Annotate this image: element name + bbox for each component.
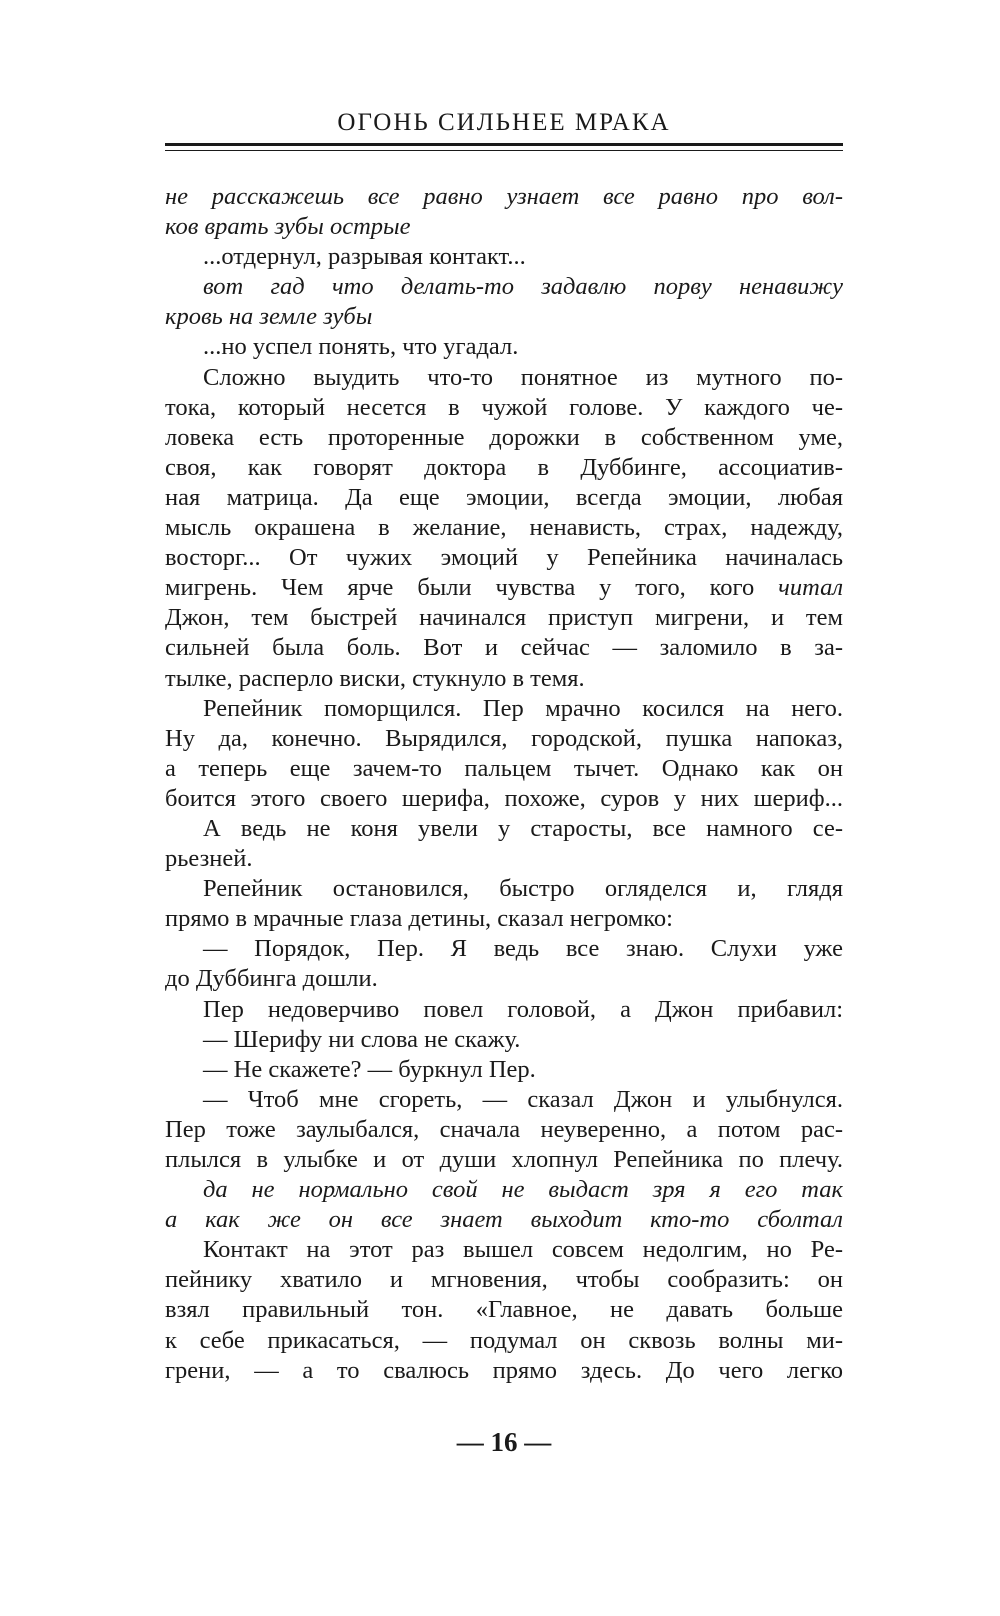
- text-line: [165, 1205, 843, 1235]
- text-line-content: Пер тоже заулыбался, сначала неуверенно, а потом рас-: [165, 1115, 843, 1143]
- text-line-content: Пер недоверчиво повел головой, а Джон прибавил:: [203, 995, 843, 1023]
- text-line: [165, 483, 843, 513]
- text-line: [165, 1356, 843, 1386]
- text-line: [165, 1115, 843, 1145]
- text-line: [165, 934, 843, 964]
- text-line-content: сильней была боль. Вот и сейчас — заломило в за-: [165, 634, 843, 662]
- text-line-content: ...но успел понять, что угадал.: [203, 333, 519, 361]
- text-line-content: Джон, тем быстрей начинался приступ мигрени, и тем: [165, 604, 843, 632]
- text-line-content: а теперь еще зачем-то пальцем тычет. Однако как он: [165, 754, 843, 782]
- text-line-content: Репейник поморщился. Пер мрачно косился на него.: [203, 694, 843, 722]
- text-line: [165, 1235, 843, 1265]
- page-number: — 16 —: [456, 1427, 552, 1457]
- text-line: [165, 182, 843, 212]
- text-line: [165, 1326, 843, 1356]
- text-line: [165, 1295, 843, 1325]
- text-line-content: Репейник остановился, быстро огляделся и, глядя: [203, 875, 843, 903]
- text-line: [165, 1265, 843, 1295]
- text-line-content: до Дуббинга дошли.: [165, 965, 378, 993]
- text-line-content: Контакт на этот раз вышел совсем недолгим, но Ре-: [203, 1236, 843, 1264]
- text-line-content: кровь на земле зубы: [165, 303, 373, 331]
- text-line: [165, 633, 843, 663]
- text-line: [165, 1025, 843, 1055]
- text-line-content: плылся в улыбке и от души хлопнул Репейника по плечу.: [165, 1146, 843, 1173]
- text-line: [165, 844, 843, 874]
- text-line-content: ...отдернул, разрывая контакт...: [203, 243, 526, 271]
- text-line: [165, 423, 843, 453]
- text-line-content: А ведь не коня увели у старосты, все намного се-: [203, 814, 843, 842]
- text-line: [165, 332, 843, 362]
- text-line: [165, 543, 843, 573]
- text-line-content: — Чтоб мне сгореть, — сказал Джон и улыбнулся.: [203, 1085, 843, 1113]
- text-line: [165, 363, 843, 393]
- text-line-content: грени, — а то свалюсь прямо здесь. До чего легко: [165, 1356, 843, 1384]
- text-line-content: своя, как говорят доктора в Дуббинге, ассоциатив-: [165, 453, 843, 481]
- text-line-content: тока, который несется в чужой голове. У каждого че-: [165, 393, 843, 421]
- text-line: [165, 724, 843, 754]
- text-line: [165, 603, 843, 633]
- text-line: [165, 964, 843, 994]
- text-line-content: — Порядок, Пер. Я ведь все знаю. Слухи уже: [203, 935, 843, 963]
- text-line-content: восторг... От чужих эмоций у Репейника начиналась: [165, 544, 843, 572]
- text-line: [165, 874, 843, 904]
- text-line: [165, 784, 843, 814]
- text-line-content: рьезней.: [165, 845, 253, 873]
- text-line-content: мигрень. Чем ярче были чувства у того, кого: [165, 574, 755, 602]
- text-line: [165, 1145, 843, 1175]
- text-line-content: вот гад что делать-то задавлю порву ненавижу: [203, 273, 843, 301]
- text-line-content: ков врать зубы острые: [165, 213, 411, 241]
- text-line: [165, 573, 843, 603]
- text-line-content: а как же он все знает выходит кто-то сболтал: [165, 1206, 843, 1234]
- text-line: [165, 513, 843, 543]
- text-line: [165, 1175, 843, 1205]
- header-rule-thin: [165, 150, 843, 151]
- text-line-content: ловека есть проторенные дорожки в собственном уме,: [165, 423, 843, 451]
- text-line: [165, 393, 843, 423]
- text-line: [165, 242, 843, 272]
- text-line: [165, 212, 843, 242]
- text-line: [165, 272, 843, 302]
- text-line: [165, 754, 843, 784]
- text-line-italic-word: читал: [778, 574, 843, 602]
- text-line-content: к себе прикасаться, — подумал он сквозь волны ми-: [165, 1326, 843, 1354]
- text-line-content: — Шерифу ни слова не скажу.: [203, 1025, 521, 1053]
- text-line: [165, 302, 843, 332]
- text-line-content: — Не скажете? — буркнул Пер.: [203, 1055, 536, 1083]
- header-rule-thick: [165, 143, 843, 146]
- running-title: ОГОНЬ СИЛЬНЕЕ МРАКА: [337, 109, 671, 136]
- text-line-content: ная матрица. Да еще эмоции, всегда эмоции, любая: [165, 483, 843, 511]
- text-line-content: прямо в мрачные глаза детины, сказал негромко:: [165, 905, 673, 933]
- text-line-content: тылке, расперло виски, стукнуло в темя.: [165, 664, 585, 692]
- body-text: [165, 182, 843, 1386]
- text-line: [165, 814, 843, 844]
- text-line: [165, 664, 843, 694]
- text-line: [165, 995, 843, 1025]
- text-line-content: пейнику хватило и мгновения, чтобы сообразить: он: [165, 1266, 843, 1294]
- text-line-content: боится этого своего шерифа, похоже, суров у них шериф...: [165, 784, 843, 812]
- text-line-content: мысль окрашена в желание, ненависть, страх, надежду,: [165, 514, 843, 542]
- text-line: [165, 453, 843, 483]
- text-line-content: не расскажешь все равно узнает все равно про вол-: [165, 183, 843, 210]
- text-line-content: Ну да, конечно. Вырядился, городской, пушка напоказ,: [165, 724, 843, 752]
- text-line-content: взял правильный тон. «Главное, не давать больше: [165, 1296, 843, 1324]
- text-line: [165, 1085, 843, 1115]
- text-line-content: Сложно выудить что-то понятное из мутного по-: [203, 363, 843, 391]
- text-line: [165, 694, 843, 724]
- text-line: [165, 1055, 843, 1085]
- text-line-content: да не нормально свой не выдаст зря я его так: [203, 1176, 843, 1204]
- text-line: [165, 904, 843, 934]
